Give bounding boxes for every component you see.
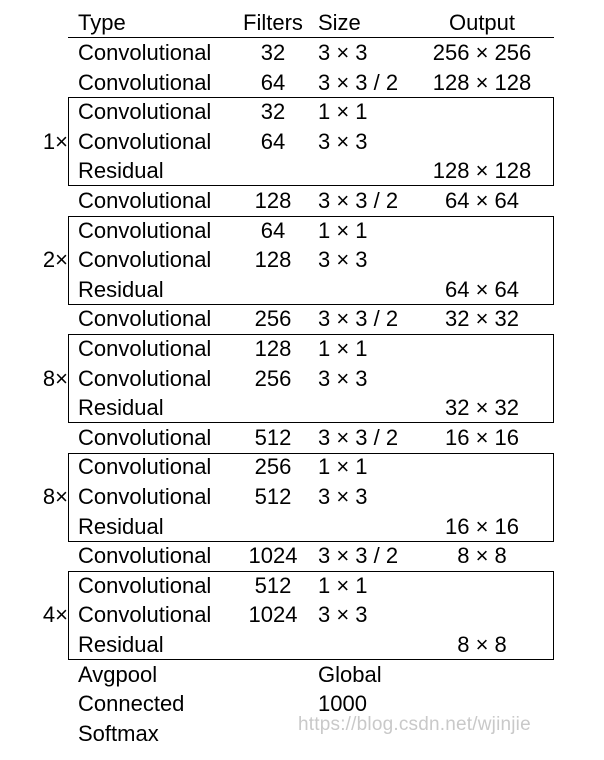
row-14-size: 3 × 3 / 2 [318, 424, 399, 450]
row-11-size: 1 × 1 [318, 336, 368, 361]
row-15-size: 1 × 1 [318, 454, 368, 480]
row-3-filters: 32 [260, 99, 286, 125]
header-output: Output [448, 10, 516, 35]
row-18-size: 3 × 3 / 2 [318, 543, 399, 569]
row-14-output: 16 × 16 [444, 424, 519, 450]
row-4-type: Convolutional [78, 128, 212, 154]
row-16-mult: 8× [42, 484, 68, 509]
row-10-filters: 256 [254, 306, 292, 332]
header-size: Size [318, 10, 361, 35]
row-2-size: 3 × 3 / 2 [318, 69, 399, 95]
row-19-size: 1 × 1 [318, 572, 368, 598]
row-4-filters: 64 [260, 128, 286, 154]
row-23-type: Connected [78, 691, 185, 717]
row-6-filters: 128 [254, 188, 292, 213]
row-10-size: 3 × 3 / 2 [318, 306, 399, 332]
row-20-mult: 4× [42, 602, 68, 628]
row-23-size: 1000 [318, 691, 367, 717]
row-9-output: 64 × 64 [444, 276, 519, 302]
row-5-output: 128 × 128 [432, 158, 532, 184]
header-filters: Filters [243, 10, 303, 35]
row-9-type: Residual [78, 276, 164, 302]
row-13-output: 32 × 32 [444, 395, 519, 421]
row-19-filters: 512 [254, 572, 292, 598]
row-8-size: 3 × 3 [318, 247, 368, 273]
row-1-type: Convolutional [78, 40, 212, 65]
row-8-mult: 2× [42, 247, 68, 273]
row-14-type: Convolutional [78, 424, 212, 450]
row-7-type: Convolutional [78, 217, 212, 243]
row-3-size: 1 × 1 [318, 99, 368, 125]
row-21-type: Residual [78, 632, 164, 657]
watermark: https://blog.csdn.net/wjinjie [298, 714, 531, 735]
row-20-filters: 1024 [248, 602, 298, 628]
row-15-filters: 256 [254, 454, 292, 480]
row-16-filters: 512 [254, 484, 292, 509]
row-11-type: Convolutional [78, 336, 212, 361]
row-2-type: Convolutional [78, 69, 212, 95]
row-15-type: Convolutional [78, 454, 212, 480]
row-6-type: Convolutional [78, 188, 212, 213]
header-type: Type [78, 10, 126, 35]
row-22-size: Global [318, 661, 382, 687]
row-18-type: Convolutional [78, 543, 212, 569]
row-18-output: 8 × 8 [457, 543, 507, 569]
row-11-filters: 128 [254, 336, 292, 361]
row-8-type: Convolutional [78, 247, 212, 273]
row-4-mult: 1× [42, 128, 68, 154]
row-2-filters: 64 [260, 69, 286, 95]
row-12-filters: 256 [254, 365, 292, 391]
row-17-type: Residual [78, 513, 164, 539]
row-20-size: 3 × 3 [318, 602, 368, 628]
row-24-type: Softmax [78, 720, 159, 746]
row-3-type: Convolutional [78, 99, 212, 125]
row-4-size: 3 × 3 [318, 128, 368, 154]
row-1-size: 3 × 3 [318, 40, 368, 65]
row-7-size: 1 × 1 [318, 217, 368, 243]
row-18-filters: 1024 [248, 543, 298, 569]
row-12-type: Convolutional [78, 365, 212, 391]
row-12-size: 3 × 3 [318, 365, 368, 391]
row-2-output: 128 × 128 [432, 69, 532, 95]
row-5-type: Residual [78, 158, 164, 184]
row-1-filters: 32 [260, 40, 286, 65]
row-10-output: 32 × 32 [444, 306, 519, 332]
row-20-type: Convolutional [78, 602, 212, 628]
row-21-output: 8 × 8 [457, 632, 507, 657]
row-6-size: 3 × 3 / 2 [318, 188, 399, 213]
row-6-output: 64 × 64 [444, 188, 519, 213]
row-12-mult: 8× [42, 365, 68, 391]
row-16-type: Convolutional [78, 484, 212, 509]
row-22-type: Avgpool [78, 661, 158, 687]
row-14-filters: 512 [254, 424, 292, 450]
row-1-output: 256 × 256 [432, 40, 532, 65]
row-8-filters: 128 [254, 247, 292, 273]
row-19-type: Convolutional [78, 572, 212, 598]
row-17-output: 16 × 16 [444, 513, 519, 539]
row-13-type: Residual [78, 395, 164, 421]
row-16-size: 3 × 3 [318, 484, 368, 509]
row-7-filters: 64 [260, 217, 286, 243]
row-10-type: Convolutional [78, 306, 212, 332]
